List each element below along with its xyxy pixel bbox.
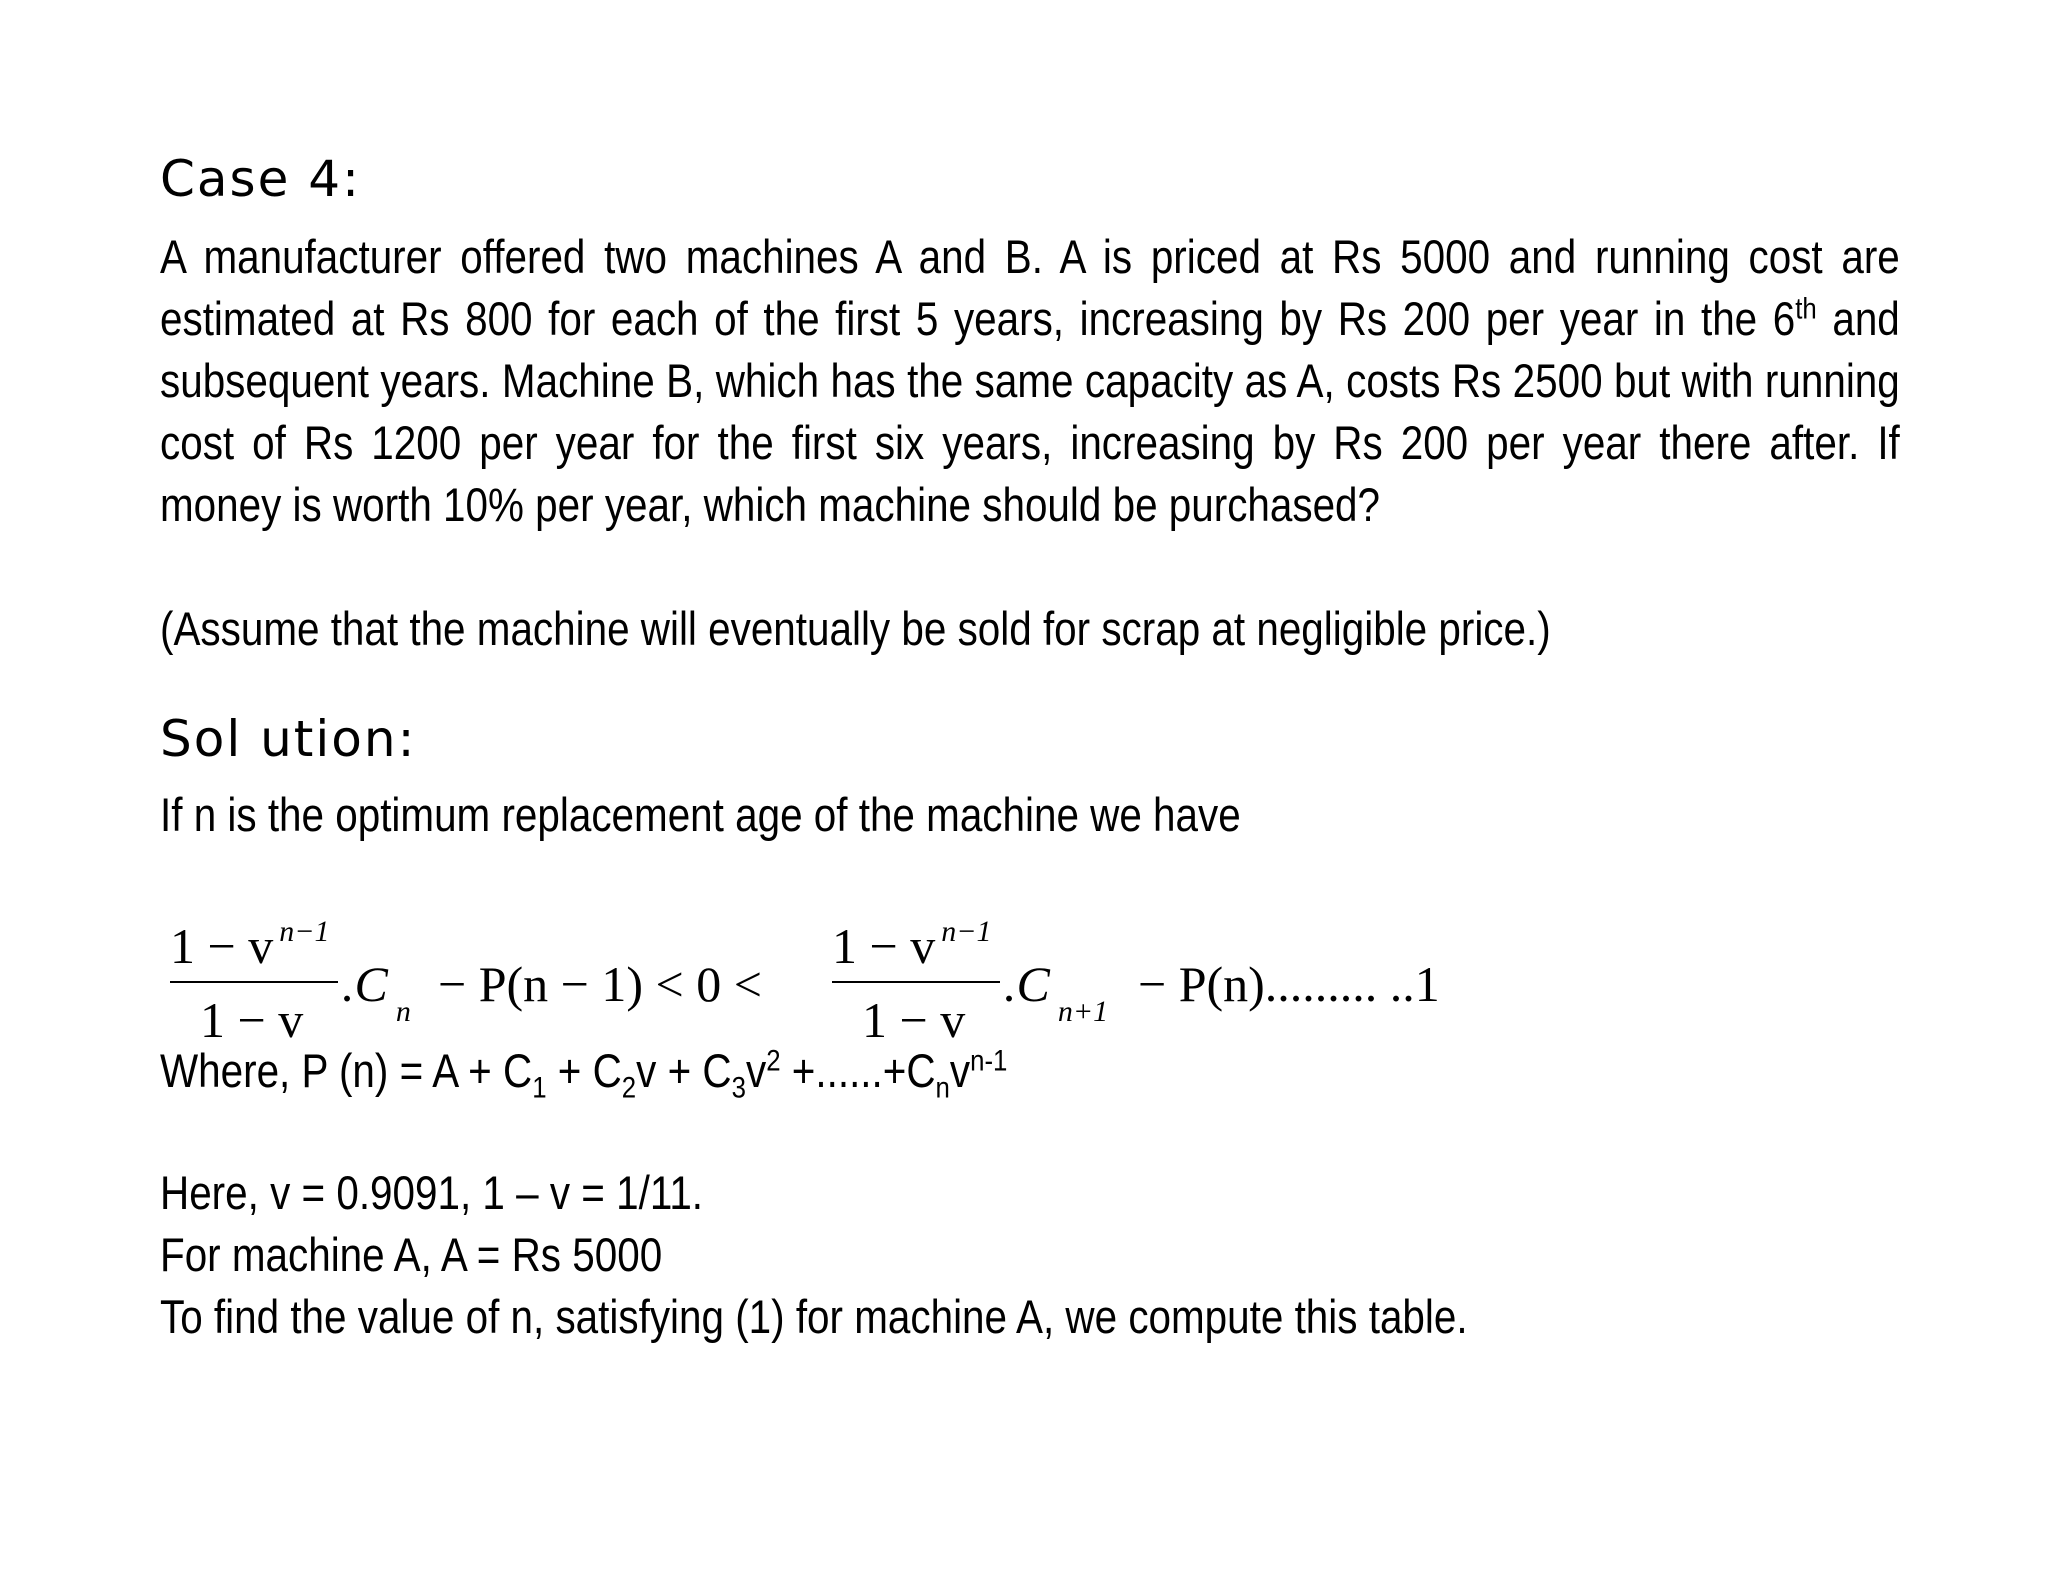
- assumption-line: (Assume that the machine will eventually be sold for scrap at negligible price.): [160, 602, 1551, 655]
- where-line: Where, P $(n) = A + C_1 + C_2v + C_3v^2 +......+C_nv^{n-1}$: [160, 1044, 1008, 1105]
- right-cost: .C $_{n+1}$: [1004, 956, 1109, 1028]
- formula-tail: − P(n)......... ..1: [1138, 956, 1440, 1012]
- problem-text-1: A manufacturer offered two machines A and B. A is priced at Rs 5000 and running cost are estimated at Rs 800 for each of the first 5 years, increasing by Rs 200 per year in the 6: [160, 230, 1900, 345]
- problem-statement: [160, 226, 1900, 536]
- here-line: Here, v = 0.9091, 1 – v = 1/11.: [160, 1166, 704, 1219]
- right-fraction-bar: [832, 981, 1000, 983]
- right-denominator: 1 − v: [862, 992, 966, 1048]
- machine-a-line: For machine A, A = Rs 5000: [160, 1228, 663, 1281]
- middle-expression: − P(n − 1) < 0 <: [438, 956, 762, 1012]
- problem-sup: th: [1795, 292, 1817, 326]
- left-cost: .C $_n$: [342, 956, 411, 1028]
- problem-text-2: and subsequent years. Machine B, which has the same capacity as A, costs Rs 2500 but with running cost of Rs 1200 per year for the first six years, increasing by Rs 200 per year there after. If money is worth 10% per year, which machine should be purchased?: [160, 292, 1900, 531]
- document-page: [160, 150, 1900, 1348]
- left-fraction-bar: [170, 981, 338, 983]
- left-denominator: 1 − v: [200, 992, 304, 1048]
- case-heading: Case 4:: [160, 150, 361, 208]
- right-numerator: 1 − v $^{n-1}$: [832, 915, 992, 974]
- solution-heading: Sol ution:: [160, 710, 417, 768]
- table-intro-line: To find the value of n, satisfying (1) for machine A, we compute this table.: [160, 1290, 1468, 1343]
- replacement-inequality: [160, 905, 1560, 1065]
- left-numerator: 1 − v $^{n-1}$: [170, 915, 330, 974]
- intro-line: If n is the optimum replacement age of the machine we have: [160, 788, 1241, 841]
